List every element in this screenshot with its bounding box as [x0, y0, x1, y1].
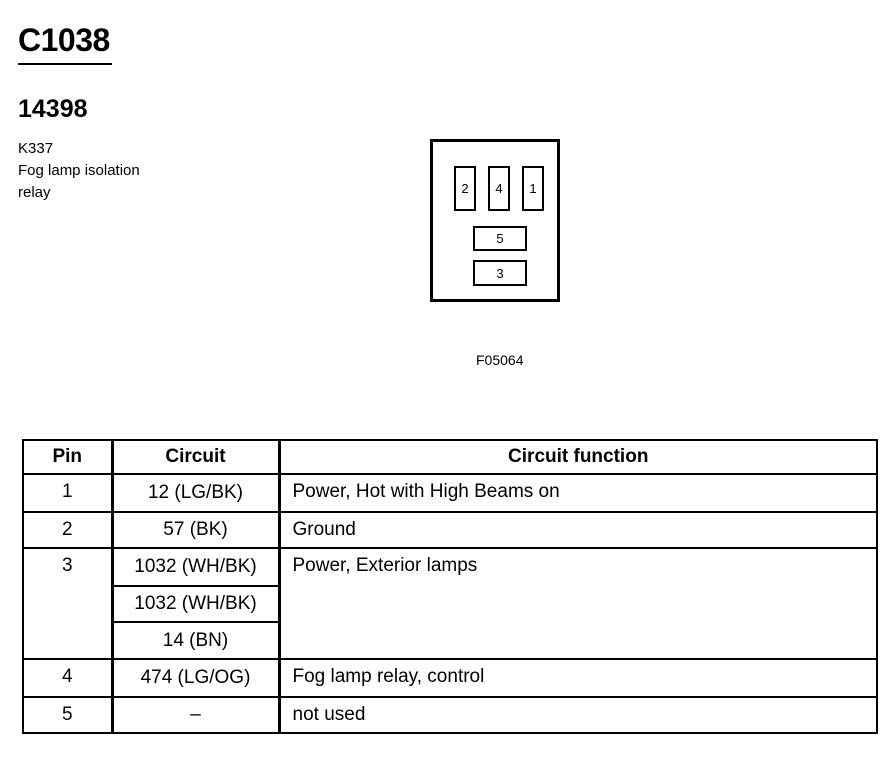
pin-cell: 2 [23, 512, 112, 548]
circuit-cell: – [112, 697, 279, 733]
connector-id: C1038 [18, 22, 110, 58]
component-name-line1: Fog lamp isolation [18, 162, 140, 179]
terminal-5: 5 [473, 226, 527, 251]
terminal-1: 1 [522, 166, 544, 211]
function-cell: Power, Hot with High Beams on [279, 474, 877, 512]
pin-table [22, 439, 878, 734]
table-row [23, 697, 877, 733]
function-cell: Power, Exterior lamps [279, 548, 877, 659]
connector-id-underline [18, 63, 112, 65]
circuit-cell: 57 (BK) [112, 512, 279, 548]
connector-face-diagram [430, 139, 560, 302]
pin-cell: 1 [23, 474, 112, 512]
table-header-row [23, 440, 877, 474]
circuit-cell: 474 (LG/OG) [112, 659, 279, 697]
function-cell: Ground [279, 512, 877, 548]
terminal-4: 4 [488, 166, 510, 211]
table-row [23, 474, 877, 512]
terminal-2: 2 [454, 166, 476, 211]
component-label [18, 138, 140, 204]
table-row [23, 548, 877, 586]
header-pin: Pin [23, 440, 112, 474]
table-row [23, 512, 877, 548]
part-number: 14398 [18, 95, 88, 123]
terminal-3: 3 [473, 260, 527, 286]
pin-cell: 3 [23, 548, 112, 659]
circuit-cell: 1032 (WH/BK) [112, 548, 279, 586]
header-circuit-function: Circuit function [279, 440, 877, 474]
pin-cell: 4 [23, 659, 112, 697]
circuit-cell: 14 (BN) [112, 622, 279, 659]
figure-reference: F05064 [476, 352, 524, 368]
circuit-cell: 12 (LG/BK) [112, 474, 279, 512]
circuit-cell: 1032 (WH/BK) [112, 586, 279, 622]
table-row [23, 659, 877, 697]
function-cell: Fog lamp relay, control [279, 659, 877, 697]
component-code: K337 [18, 140, 54, 157]
function-cell: not used [279, 697, 877, 733]
component-name-line2: relay [18, 184, 51, 201]
header-circuit: Circuit [112, 440, 279, 474]
pin-cell: 5 [23, 697, 112, 733]
